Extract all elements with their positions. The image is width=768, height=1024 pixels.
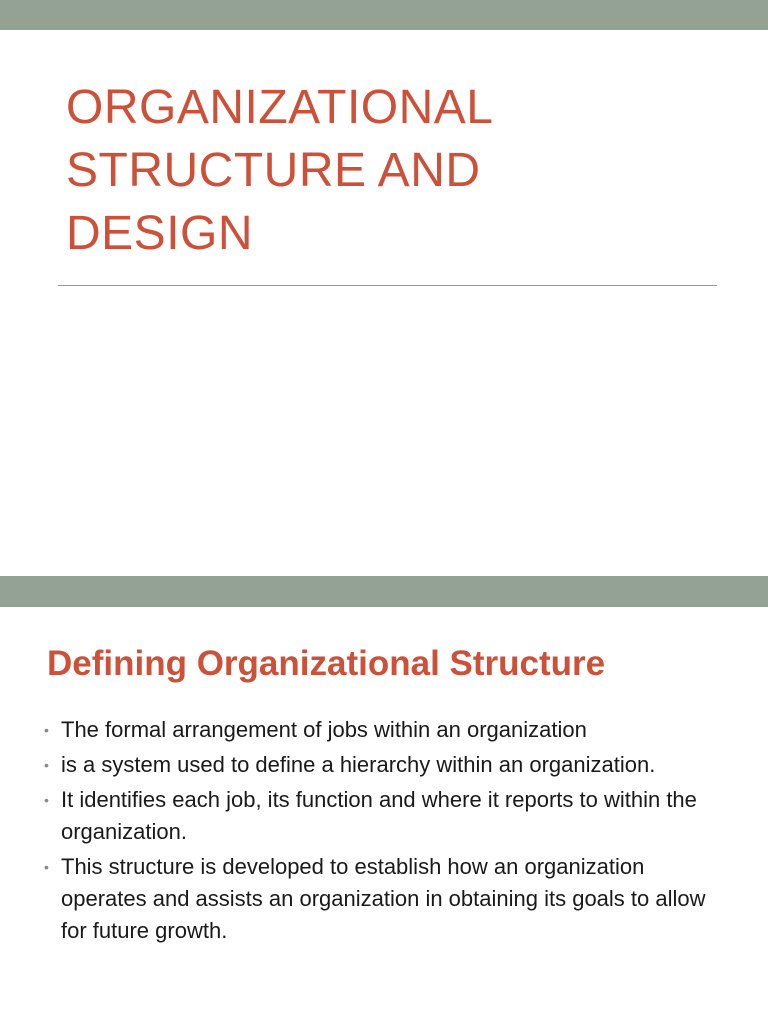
slide-title xyxy=(66,76,726,265)
bullet-icon: • xyxy=(44,792,49,808)
header-band xyxy=(0,0,768,30)
bullet-icon: • xyxy=(44,859,49,875)
bullet-item xyxy=(44,714,724,746)
bullet-icon: • xyxy=(44,757,49,773)
title-underline xyxy=(58,285,717,286)
bullet-list xyxy=(44,714,724,950)
bullet-text: This structure is developed to establish how an organization operates and assists an organization in obtaining its goals to allow for future growth. xyxy=(61,854,706,943)
bullet-text: It identifies each job, its function and where it reports to within the organization. xyxy=(61,787,697,844)
title-line: STRUCTURE AND xyxy=(66,144,481,197)
title-line: ORGANIZATIONAL xyxy=(66,81,494,134)
bullet-item xyxy=(44,851,724,947)
bullet-text: is a system used to define a hierarchy within an organization. xyxy=(61,752,656,777)
header-band xyxy=(0,576,768,607)
bullet-icon: • xyxy=(44,722,49,738)
bullet-text: The formal arrangement of jobs within an organization xyxy=(61,717,587,742)
bullet-item xyxy=(44,784,724,848)
title-line: DESIGN xyxy=(66,207,254,260)
bullet-item xyxy=(44,749,724,781)
content-slide-title: Defining Organizational Structure xyxy=(47,644,606,683)
